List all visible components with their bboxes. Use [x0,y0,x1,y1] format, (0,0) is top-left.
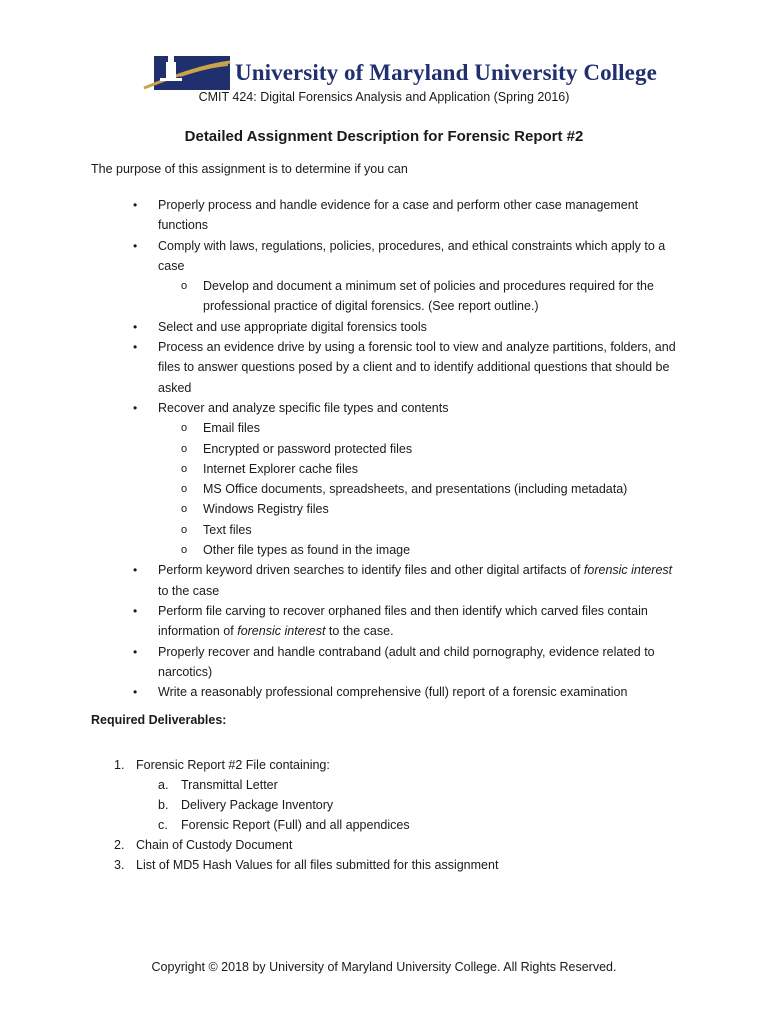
sub-list-item [0,540,676,560]
item-number: 2. [114,838,125,852]
bullet: • [133,400,138,415]
copyright-footer: Copyright © 2018 by University of Maryland University College. All Rights Reserved. [151,960,617,974]
list-item-text [158,604,648,638]
numbered-item-text: Chain of Custody Document [136,838,293,852]
university-name: University of Maryland University College [235,60,657,85]
lettered-item-text: Forensic Report (Full) and all appendices [181,818,410,832]
numbered-item-text: Forensic Report #2 File containing: [136,758,330,772]
course-line: CMIT 424: Digital Forensics Analysis and Application (Spring 2016) [198,90,570,104]
sub-list-item-text: Windows Registry files [203,502,329,517]
bullet: • [133,685,138,700]
list-item [0,682,768,702]
list-item-text: Recover and analyze specific file types and contents [158,400,449,415]
bullet: • [133,644,138,659]
numbered-item-text: List of MD5 Hash Values for all files submitted for this assignment [136,858,499,872]
text-segment: to the case. [325,624,394,639]
list-item [0,337,768,398]
deliverables-list [0,755,768,875]
list-item [0,236,768,317]
sub-list-item [0,459,676,479]
sub-list-item [0,520,676,540]
emphasis-text: forensic interest [583,563,673,578]
text-segment: to the case [158,583,220,598]
sub-list [158,276,676,317]
sub-bullet: o [181,544,188,557]
sub-bullet: o [181,483,188,496]
list-item-text: Properly process and handle evidence for a case and perform other case management functions [158,198,639,233]
sub-list-item-text: Email files [203,421,260,436]
item-letter: b. [158,798,169,812]
list-item-text: Comply with laws, regulations, policies, procedures, and ethical constraints which apply to a case [158,238,666,273]
lettered-item [0,775,768,795]
deliverables-heading: Required Deliverables: [91,713,227,727]
sub-list-item-text: Internet Explorer cache files [203,461,358,476]
item-number: 3. [114,858,125,872]
item-number: 1. [114,758,125,772]
sub-bullet: o [181,462,188,475]
sub-list-item [0,276,676,317]
sub-list-item-text: Text files [203,522,252,537]
bullet: • [133,319,138,334]
bullet: • [133,563,138,578]
page-title: Detailed Assignment Description for Forensic Report #2 [184,128,584,145]
header [140,46,657,92]
numbered-item [0,835,768,855]
lettered-item [0,795,768,815]
text-segment: Perform keyword driven searches to identify files and other digital artifacts of [158,563,584,578]
numbered-item [0,855,768,875]
sub-bullet: o [181,422,188,435]
list-item [0,398,768,560]
sub-list-item-text: Other file types as found in the image [203,543,411,558]
lettered-item-text: Transmittal Letter [181,778,278,792]
sub-list [158,418,676,560]
sub-list-item-text: MS Office documents, spreadsheets, and presentations (including metadata) [203,482,628,497]
bullet: • [133,198,138,212]
text-segment: Perform file carving to recover orphaned files and then identify which carved files contain information of [158,603,648,639]
sub-list-item-text: Develop and document a minimum set of policies and procedures required for the professional practice of digital forensics. (See report outline.) [203,279,654,314]
lettered-item [0,815,768,835]
emphasis-text: forensic interest [237,624,326,639]
bullet: • [133,340,138,355]
bullet: • [133,238,138,253]
sub-list-item [0,479,676,499]
sub-bullet: o [181,503,188,516]
sub-bullet: o [181,442,188,455]
item-letter: c. [158,818,168,832]
sub-list-item [0,499,676,519]
intro-text: The purpose of this assignment is to determine if you can [91,162,408,176]
objectives-list [0,195,768,702]
list-item [0,560,768,601]
numbered-item [0,755,768,835]
list-item-text: Properly recover and handle contraband (adult and child pornography, evidence related to narcotics) [158,644,655,679]
list-item-text: Select and use appropriate digital forensics tools [158,319,427,334]
sub-list-item-text: Encrypted or password protected files [203,441,413,456]
sub-list-item [0,418,676,438]
item-letter: a. [158,778,169,792]
lettered-list [136,775,768,835]
list-item-text: Process an evidence drive by using a forensic tool to view and analyze partitions, folders, and files to answer questions posed by a client and to identify additional questions that should be asked [158,340,676,395]
sub-bullet: o [181,280,188,293]
list-item [0,317,768,337]
lettered-item-text: Delivery Package Inventory [181,798,334,812]
sub-list-item [0,439,676,459]
list-item-text: Write a reasonably professional comprehensive (full) report of a forensic examination [158,685,628,700]
sub-bullet: o [181,523,188,536]
bullet: • [133,603,138,618]
list-item [0,642,768,683]
list-item-text [158,563,672,597]
list-item [0,195,768,236]
list-item [0,601,768,642]
